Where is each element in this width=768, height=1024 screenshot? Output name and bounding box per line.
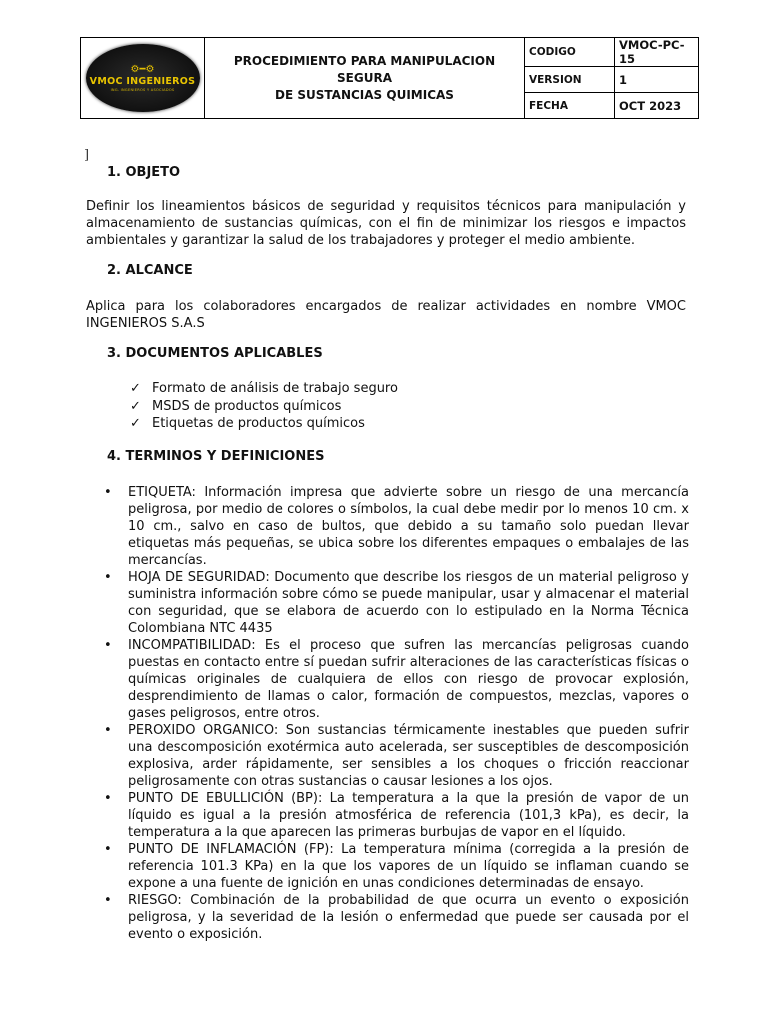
definition-text: RIESGO: Combinación de la probabilidad de que ocurra un evento o exposición peligrosa, y la severidad de la lesión o enfermedad que puede ser causada por el evento o exposición.: [128, 893, 689, 942]
text-cursor-icon: ]: [84, 148, 90, 163]
document-title: [205, 38, 525, 118]
section-objeto-text: Definir los lineamientos básicos de seguridad y requisitos técnicos para manipulación y almacenamiento de sustancias químicas, con el fin de minimizar los riesgos e impactos ambientales y garantizar la salud de los trabajadores y proteger el medio ambiente.: [86, 199, 686, 248]
section-objeto-heading: 1. OBJETO: [107, 165, 181, 180]
bullet-icon: •: [104, 842, 112, 857]
list-item: [130, 415, 398, 433]
definition-text: INCOMPATIBILIDAD: Es el proceso que sufren las mercancías peligrosas cuando puestas en contacto entre sí puedan sufrir alteraciones de las características físicas o químicas originales de cualquiera de ellos con riesgo de provocar explosión, desprendimiento de llamas o calor, formación de compuestos, mezclas, vapores o gases peligrosos, entre otros.: [128, 638, 689, 721]
logo-cell: [81, 38, 205, 118]
definitions-list: [104, 484, 689, 943]
definition-text: ETIQUETA: Información impresa que advierte sobre un riesgo de una mercancía peligrosa, por medio de colores o símbolos, la cual debe medir por lo menos 10 cm. x 10 cm., salvo en caso de bultos, que debido a su tamaño solo puedan llevar etiquetas más pequeñas, se ubica sobre los diferentes empaques o embalajes de las mercancías.: [128, 485, 689, 568]
meta-table: [525, 38, 698, 118]
definition-text: PUNTO DE EBULLICIÓN (BP): La temperatura a la que la presión de vapor de un líquido es igual a la presión atmosférica de referencia (101,3 kPa), es decir, la temperatura a la que aparecen las primeras burbujas de vapor en el líquido.: [128, 791, 689, 840]
definition-item: [104, 569, 689, 637]
meta-row-version: [525, 67, 698, 93]
checkmark-icon: ✓: [130, 416, 141, 431]
definition-item: [104, 841, 689, 892]
definition-item: [104, 637, 689, 722]
meta-row-date: [525, 93, 698, 118]
definition-text: PEROXIDO ORGANICO: Son sustancias térmicamente inestables que pueden sufrir una descomposición exotérmica auto acelerada, ser susceptibles de descomposición explosiva, arder rápidamente, ser sensibles a los choques o fricción reaccionar peligrosamente con otras sustancias o causar lesiones a los ojos.: [128, 723, 689, 789]
header-table: [80, 37, 699, 119]
meta-value: OCT 2023: [619, 98, 682, 113]
logo-text: VMOC INGENIEROS: [89, 75, 196, 87]
meta-label: FECHA: [525, 93, 615, 118]
bullet-icon: •: [104, 570, 112, 585]
definition-item: [104, 892, 689, 943]
meta-row-code: [525, 38, 698, 67]
documents-list: [130, 380, 398, 433]
definition-text: HOJA DE SEGURIDAD: Documento que describe los riesgos de un material peligroso y suministra información sobre cómo se puede manipular, usar y almacenar el material con seguridad, que se elabora de acuerdo con lo estipulado en la Norma Técnica Colombiana NTC 4435: [128, 570, 689, 636]
logo-subtext: ING. INGENIEROS Y ASOCIADOS: [110, 87, 175, 92]
logo-emblem-icon: ⚙━⚙: [130, 63, 155, 75]
list-item-text: MSDS de productos químicos: [152, 398, 342, 414]
bullet-icon: •: [104, 723, 112, 738]
list-item-text: Etiquetas de productos químicos: [152, 416, 365, 431]
company-logo: [86, 44, 200, 112]
list-item: [130, 398, 398, 416]
list-item: [130, 380, 398, 398]
meta-label: CODIGO: [525, 38, 615, 66]
section-alcance-heading: 2. ALCANCE: [107, 263, 193, 278]
definition-item: [104, 722, 689, 790]
section-documentos-heading: 3. DOCUMENTOS APLICABLES: [107, 346, 323, 361]
definition-text: PUNTO DE INFLAMACIÓN (FP): La temperatura mínima (corregida a la presión de referencia 101.3 KPa) en la que los vapores de un líquido se inflaman cuando se expone a una fuente de ignición en unas condiciones determinadas de ensayo.: [128, 842, 689, 891]
bullet-icon: •: [104, 791, 112, 806]
section-terminos-heading: 4. TERMINOS Y DEFINICIONES: [107, 449, 325, 464]
meta-value: VMOC-PC-15: [619, 38, 685, 66]
list-item-text: Formato de análisis de trabajo seguro: [152, 381, 398, 396]
section-alcance-text: Aplica para los colaboradores encargados de realizar actividades en nombre VMOC INGENIEROS S.A.S: [86, 299, 686, 331]
definition-item: [104, 790, 689, 841]
bullet-icon: •: [104, 893, 112, 908]
meta-label: VERSION: [525, 67, 615, 92]
checkmark-icon: ✓: [130, 398, 141, 414]
title-line-2: DE SUSTANCIAS QUIMICAS: [275, 87, 454, 102]
bullet-icon: •: [104, 485, 112, 500]
title-line-1: PROCEDIMIENTO PARA MANIPULACION SEGURA: [233, 53, 496, 85]
meta-value: 1: [619, 72, 628, 87]
bullet-icon: •: [104, 638, 112, 653]
checkmark-icon: ✓: [130, 381, 141, 396]
definition-item: [104, 484, 689, 569]
